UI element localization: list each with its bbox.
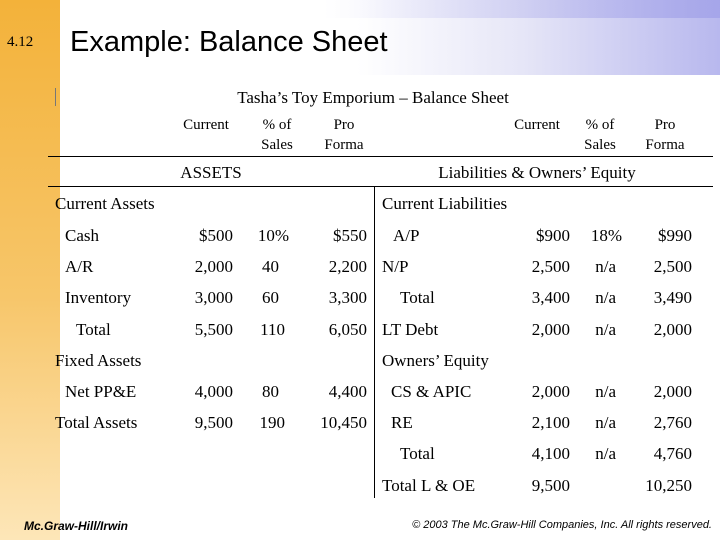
left-header-pct-1: % of (262, 117, 292, 133)
right-header-pct-2: Sales (584, 137, 616, 153)
copyright-footer: © 2003 The Mc.Graw-Hill Companies, Inc. All rights reserved. (412, 519, 712, 531)
row-label: Net PP&E (65, 382, 137, 401)
cell-current: 3,000 (194, 288, 233, 307)
cell-current: 2,500 (531, 257, 570, 276)
row-label: Total L & OE (382, 476, 476, 495)
slide-left-band (0, 0, 60, 540)
row-label: LT Debt (382, 320, 439, 339)
left-header-pro-1: Pro (333, 117, 355, 133)
cell-pro: 2,000 (653, 320, 692, 339)
row-label: Total Assets (55, 413, 138, 432)
current-liabilities-label: Current Liabilities (382, 194, 508, 213)
section-rule (48, 186, 713, 187)
current-assets-label: Current Assets (55, 194, 155, 213)
cell-pct: n/a (595, 320, 616, 339)
row-label: Total (76, 320, 111, 339)
cell-pro: $550 (333, 226, 367, 245)
cell-pct: 80 (262, 382, 279, 401)
cell-current: $900 (536, 226, 570, 245)
cell-pct: 10% (257, 226, 289, 245)
cell-pct: n/a (595, 444, 616, 463)
left-header-pro-2: Forma (324, 137, 364, 153)
row-label: Inventory (65, 288, 132, 307)
cell-current: 4,100 (531, 444, 570, 463)
cell-pct: n/a (595, 257, 616, 276)
row-label: A/P (393, 226, 420, 245)
right-header-pro-1: Pro (654, 117, 676, 133)
column-divider (374, 186, 375, 498)
slide-title: Example: Balance Sheet (70, 26, 388, 58)
cell-pro: 6,050 (328, 320, 367, 339)
header-rule (48, 156, 713, 157)
cell-current: 2,000 (531, 382, 570, 401)
sheet-title: Tasha’s Toy Emporium – Balance Sheet (237, 88, 509, 107)
cell-pct: 60 (262, 288, 279, 307)
cell-current: 2,000 (194, 257, 233, 276)
cell-current: 9,500 (194, 413, 233, 432)
right-header-pro-2: Forma (645, 137, 685, 153)
cell-pro: 10,450 (320, 413, 367, 432)
row-label: CS & APIC (391, 382, 472, 401)
cell-pct: n/a (595, 413, 616, 432)
cell-current: 2,100 (531, 413, 570, 432)
cell-pro: 3,490 (653, 288, 692, 307)
right-header-current: Current (514, 117, 560, 133)
row-label: A/R (65, 257, 94, 276)
cell-pro: 2,500 (653, 257, 692, 276)
cell-current: 5,500 (194, 320, 233, 339)
row-label: RE (391, 413, 413, 432)
cell-pct: 40 (262, 257, 279, 276)
cell-pct: n/a (595, 382, 616, 401)
cell-current: 2,000 (531, 320, 570, 339)
right-header-pct-1: % of (585, 117, 615, 133)
row-label: Total (400, 288, 435, 307)
cell-pct: n/a (595, 288, 616, 307)
cell-current: 4,000 (194, 382, 233, 401)
cell-current: $500 (199, 226, 233, 245)
cell-current: 3,400 (531, 288, 570, 307)
cell-pct: 190 (259, 413, 285, 432)
cell-pro: 10,250 (645, 476, 692, 495)
left-header-pct-2: Sales (261, 137, 293, 153)
slide-number: 4.12 (7, 34, 34, 50)
left-header-current: Current (183, 117, 229, 133)
cell-pro: 2,200 (328, 257, 367, 276)
row-label: Total (400, 444, 435, 463)
cell-pro: 4,760 (653, 444, 692, 463)
publisher-footer: Mc.Graw-Hill/Irwin (24, 519, 129, 533)
owners-equity-label: Owners’ Equity (382, 351, 489, 370)
cell-current: 9,500 (531, 476, 570, 495)
cell-pct: 18% (590, 226, 622, 245)
cell-pro: 4,400 (328, 382, 367, 401)
cell-pro: 2,000 (653, 382, 692, 401)
cell-pro: 2,760 (653, 413, 692, 432)
row-label: N/P (382, 257, 409, 276)
cell-pro: $990 (658, 226, 692, 245)
row-label: Cash (65, 226, 99, 245)
cell-pro: 3,300 (328, 288, 367, 307)
assets-heading: ASSETS (180, 163, 242, 182)
liabilities-heading: Liabilities & Owners’ Equity (438, 163, 636, 182)
title-divider (55, 88, 56, 106)
cell-pct: 110 (260, 320, 285, 339)
fixed-assets-label: Fixed Assets (55, 351, 142, 370)
